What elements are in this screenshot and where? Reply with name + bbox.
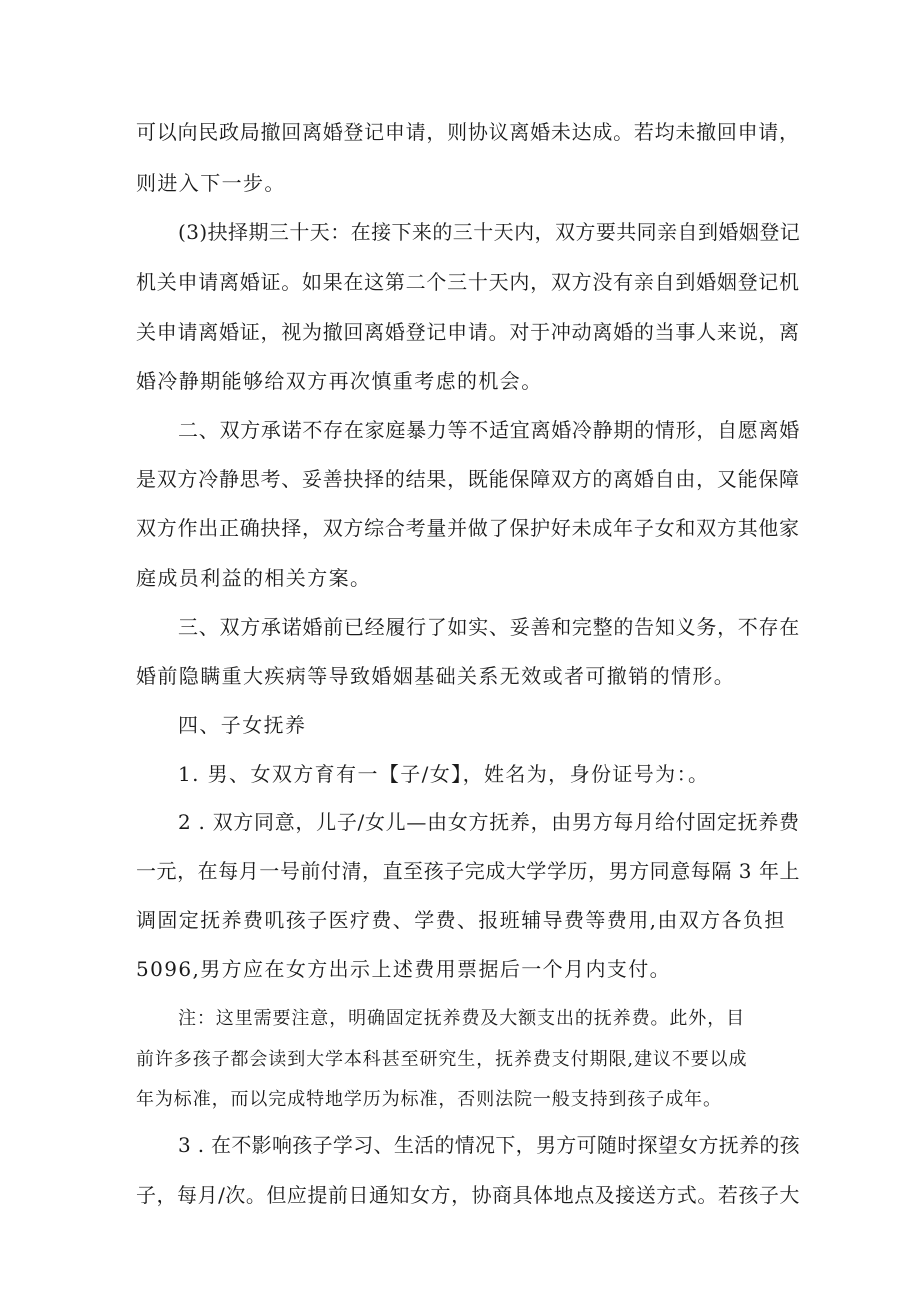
paragraph-line: 双方作出正确抉择，双方综合考量并做了保护好未成年子女和双方其他家 xyxy=(136,516,800,540)
paragraph-line: 调固定抚养费叽孩子医疗费、学费、报班辅导费等费用,由双方各负担 xyxy=(136,908,786,932)
paragraph-line: 1. 男、女双方育有一【子/女】，姓名为，身份证号为：。 xyxy=(178,762,710,786)
note-line: 年为标准，而以完成特地学历为标准，否则法院一般支持到孩子成年。 xyxy=(136,1089,722,1110)
paragraph-line: 则进入下一步。 xyxy=(136,171,286,195)
paragraph-line: 机关申请离婚证。如果在这第二个三十天内，双方没有亲自到婚姻登记机 xyxy=(136,270,800,294)
paragraph-line: 三、双方承诺婚前已经履行了如实、妥善和完整的告知义务，不存在 xyxy=(178,615,800,639)
paragraph-line: 5096,男方应在女方出示上述费用票据后一个月内支付。 xyxy=(136,957,672,981)
paragraph-line: 关申请离婚证，视为撤回离婚登记申请。对于冲动离婚的当事人来说，离 xyxy=(136,320,800,344)
paragraph-line: 3 . 在不影响孩子学习、生活的情况下，男方可随时探望女方抚养的孩 xyxy=(178,1133,800,1157)
paragraph-line: 婚冷静期能够给双方再次慎重考虑的机会。 xyxy=(136,369,543,393)
paragraph-line: 可以向民政局撤回离婚登记申请，则协议离婚未达成。若均未撤回申请， xyxy=(136,120,800,144)
section-heading: 四、子女抚养 xyxy=(178,713,307,737)
paragraph-line: 2 . 双方同意，儿子/女儿—由女方抚养，由男方每月给付固定抚养费 xyxy=(178,810,800,834)
paragraph-line: 子，每月/次。但应提前日通知女方，协商具体地点及接送方式。若孩子大 xyxy=(136,1183,800,1207)
note-line: 前许多孩子都会读到大学本科甚至研究生，抚养费支付期限,建议不要以成 xyxy=(136,1049,748,1070)
paragraph-line: 二、双方承诺不存在家庭暴力等不适宜离婚冷静期的情形，自愿离婚 xyxy=(178,418,800,442)
paragraph-line: (3)抉择期三十天：在接下来的三十天内，双方要共同亲自到婚姻登记 xyxy=(178,220,801,244)
note-line: 注：这里需要注意，明确固定抚养费及大额支出的抚养费。此外，目 xyxy=(178,1008,745,1029)
paragraph-line: 婚前隐瞒重大疾病等导致婚姻基础关系无效或者可撤销的情形。 xyxy=(136,664,736,688)
paragraph-line: 庭成员利益的相关方案。 xyxy=(136,566,372,590)
paragraph-line: 是双方冷静思考、妥善抉择的结果，既能保障双方的离婚自由，又能保障 xyxy=(136,467,800,491)
paragraph-line: 一元，在每月一号前付清，直至孩子完成大学学历，男方同意每隔 3 年上 xyxy=(136,859,801,883)
